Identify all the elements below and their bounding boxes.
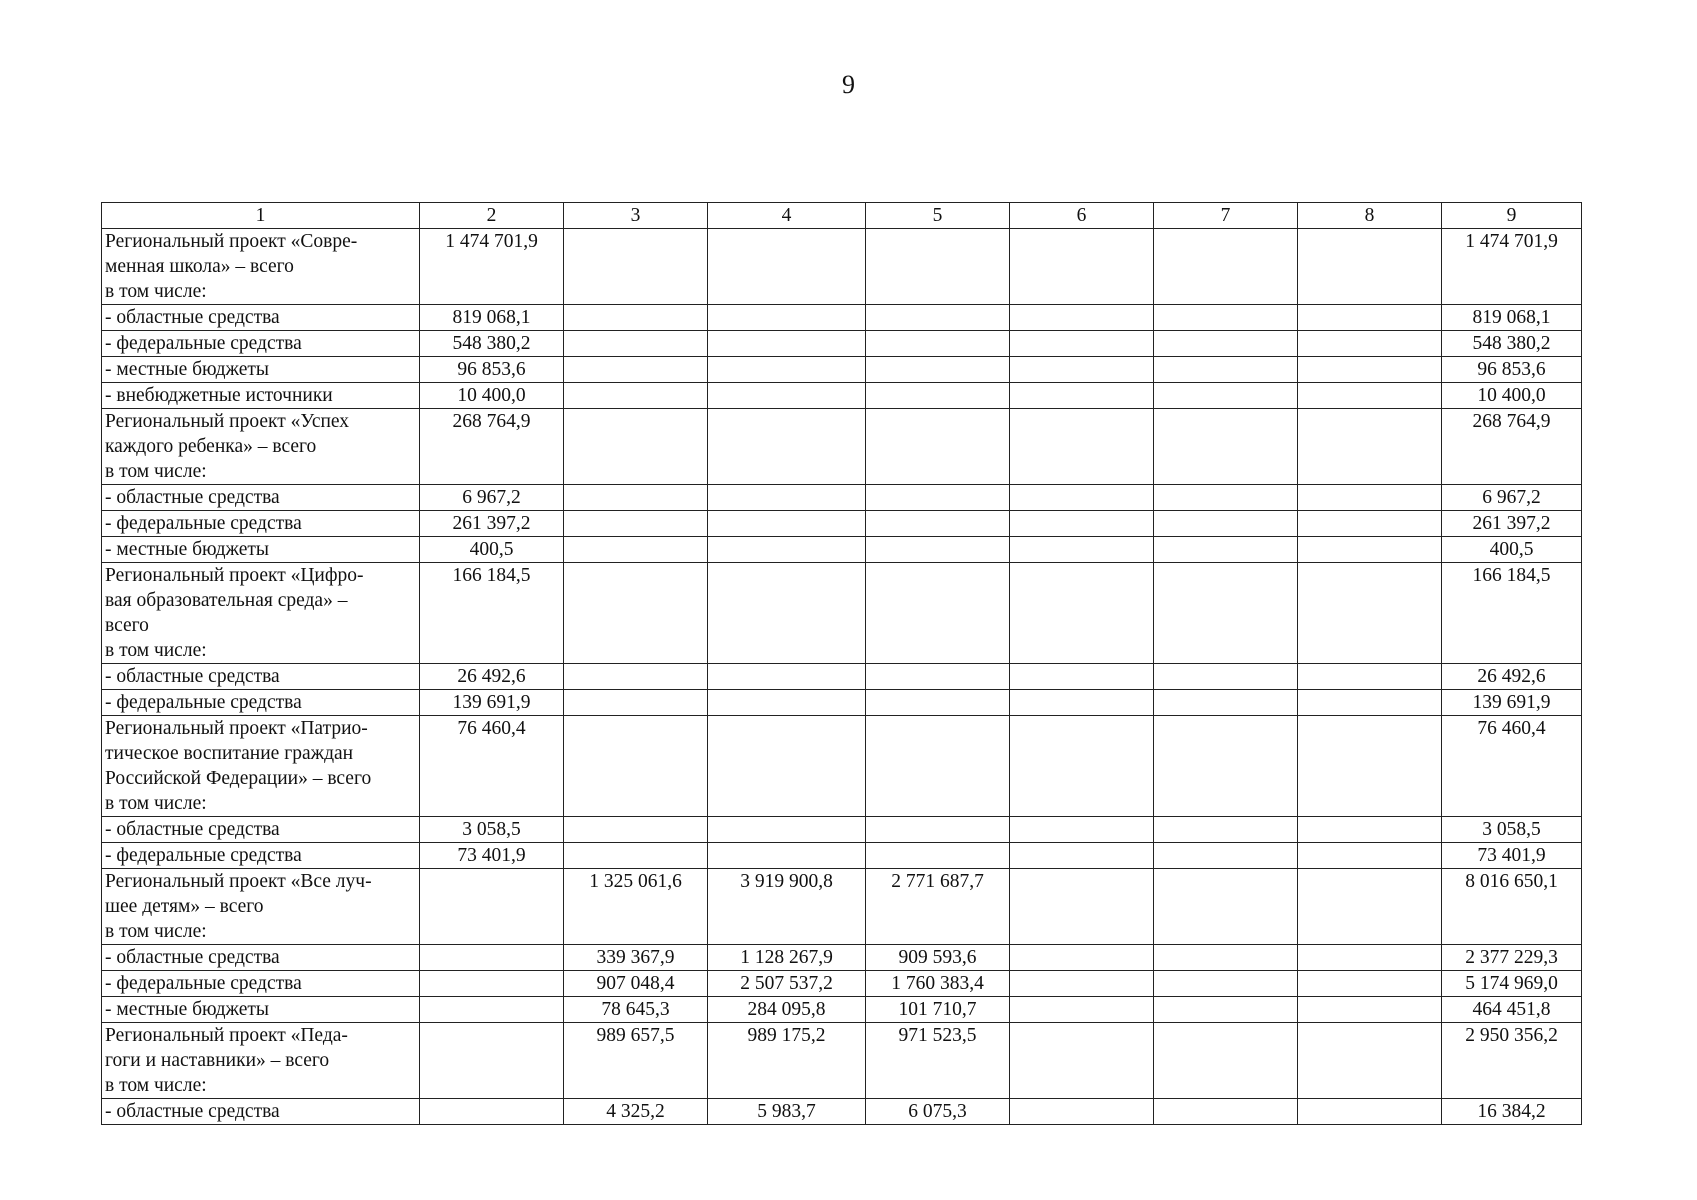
- row-label: [102, 971, 420, 997]
- amount-cell: 139 691,9: [420, 690, 564, 716]
- amount-cell: [1010, 716, 1154, 817]
- amount-cell: 10 400,0: [1442, 383, 1582, 409]
- amount-cell: [564, 357, 708, 383]
- row-label: [102, 331, 420, 357]
- amount-cell: [866, 357, 1010, 383]
- column-header: 9: [1442, 203, 1582, 229]
- amount-cell: 989 657,5: [564, 1023, 708, 1099]
- amount-cell: [866, 537, 1010, 563]
- row-label-line: в том числе:: [105, 1075, 207, 1096]
- amount-cell: 400,5: [420, 537, 564, 563]
- amount-cell: 6 967,2: [420, 485, 564, 511]
- row-label: [102, 229, 420, 305]
- column-header: 8: [1298, 203, 1442, 229]
- amount-cell: [1010, 305, 1154, 331]
- row-label-line: в том числе:: [105, 921, 207, 942]
- amount-cell: [866, 383, 1010, 409]
- amount-cell: [1154, 843, 1298, 869]
- amount-cell: 261 397,2: [420, 511, 564, 537]
- amount-cell: [1154, 485, 1298, 511]
- amount-cell: [708, 383, 866, 409]
- amount-cell: 10 400,0: [420, 383, 564, 409]
- amount-cell: [1154, 229, 1298, 305]
- amount-cell: [1010, 357, 1154, 383]
- project-row: [102, 229, 1582, 305]
- row-label: [102, 357, 420, 383]
- amount-cell: [420, 1099, 564, 1125]
- amount-cell: [1154, 357, 1298, 383]
- amount-cell: [1154, 690, 1298, 716]
- amount-cell: 96 853,6: [420, 357, 564, 383]
- row-label-line: гоги и наставники» – всего: [105, 1050, 330, 1071]
- amount-cell: [1010, 383, 1154, 409]
- project-row: [102, 869, 1582, 945]
- amount-cell: [1154, 1099, 1298, 1125]
- amount-cell: [1010, 690, 1154, 716]
- amount-cell: [1298, 945, 1442, 971]
- amount-cell: [708, 409, 866, 485]
- row-label-line: тическое воспитание граждан: [105, 743, 354, 764]
- amount-cell: [708, 843, 866, 869]
- row-label-line: всего: [105, 615, 149, 636]
- amount-cell: [866, 229, 1010, 305]
- amount-cell: [866, 485, 1010, 511]
- amount-cell: [708, 511, 866, 537]
- amount-cell: [1154, 409, 1298, 485]
- funding-source-row: [102, 997, 1582, 1023]
- amount-cell: [1010, 229, 1154, 305]
- funding-source-row: [102, 690, 1582, 716]
- amount-cell: [420, 1023, 564, 1099]
- row-label-line: каждого ребенка» – всего: [105, 436, 317, 457]
- project-row: [102, 1023, 1582, 1099]
- amount-cell: [1010, 843, 1154, 869]
- row-label-line: - федеральные средства: [105, 845, 302, 866]
- amount-cell: [1010, 945, 1154, 971]
- amount-cell: 16 384,2: [1442, 1099, 1582, 1125]
- amount-cell: [564, 690, 708, 716]
- row-label-line: в том числе:: [105, 461, 207, 482]
- funding-source-row: [102, 485, 1582, 511]
- row-label: [102, 664, 420, 690]
- row-label: [102, 1099, 420, 1125]
- amount-cell: [1154, 1023, 1298, 1099]
- amount-cell: [420, 869, 564, 945]
- amount-cell: 1 760 383,4: [866, 971, 1010, 997]
- amount-cell: 1 474 701,9: [420, 229, 564, 305]
- amount-cell: [1298, 485, 1442, 511]
- amount-cell: [1298, 1023, 1442, 1099]
- column-header: 2: [420, 203, 564, 229]
- row-label-line: - областные средства: [105, 666, 280, 687]
- row-label: [102, 945, 420, 971]
- project-row: [102, 563, 1582, 664]
- row-label: [102, 817, 420, 843]
- amount-cell: [1154, 945, 1298, 971]
- amount-cell: [420, 971, 564, 997]
- amount-cell: [1010, 1099, 1154, 1125]
- funding-source-row: [102, 357, 1582, 383]
- amount-cell: [866, 331, 1010, 357]
- amount-cell: 2 771 687,7: [866, 869, 1010, 945]
- amount-cell: [1298, 511, 1442, 537]
- amount-cell: 166 184,5: [420, 563, 564, 664]
- row-label: [102, 383, 420, 409]
- amount-cell: [1298, 229, 1442, 305]
- amount-cell: 1 128 267,9: [708, 945, 866, 971]
- funding-source-row: [102, 843, 1582, 869]
- row-label-line: в том числе:: [105, 793, 207, 814]
- amount-cell: [1298, 690, 1442, 716]
- amount-cell: 96 853,6: [1442, 357, 1582, 383]
- amount-cell: 268 764,9: [420, 409, 564, 485]
- amount-cell: [1010, 1023, 1154, 1099]
- amount-cell: [1154, 511, 1298, 537]
- row-label-line: шее детям» – всего: [105, 896, 264, 917]
- row-label-line: в том числе:: [105, 281, 207, 302]
- amount-cell: 909 593,6: [866, 945, 1010, 971]
- amount-cell: [1154, 817, 1298, 843]
- column-header: 5: [866, 203, 1010, 229]
- amount-cell: 339 367,9: [564, 945, 708, 971]
- amount-cell: 8 016 650,1: [1442, 869, 1582, 945]
- amount-cell: 5 983,7: [708, 1099, 866, 1125]
- amount-cell: 1 325 061,6: [564, 869, 708, 945]
- amount-cell: [708, 817, 866, 843]
- row-label-line: - местные бюджеты: [105, 359, 270, 380]
- amount-cell: 101 710,7: [866, 997, 1010, 1023]
- amount-cell: [564, 563, 708, 664]
- amount-cell: 3 919 900,8: [708, 869, 866, 945]
- column-header: 3: [564, 203, 708, 229]
- budget-table: [101, 202, 1582, 1125]
- amount-cell: 3 058,5: [420, 817, 564, 843]
- amount-cell: [564, 305, 708, 331]
- project-row: [102, 716, 1582, 817]
- amount-cell: 26 492,6: [1442, 664, 1582, 690]
- amount-cell: 261 397,2: [1442, 511, 1582, 537]
- amount-cell: 76 460,4: [420, 716, 564, 817]
- amount-cell: [866, 409, 1010, 485]
- amount-cell: 26 492,6: [420, 664, 564, 690]
- amount-cell: 73 401,9: [1442, 843, 1582, 869]
- amount-cell: [1298, 357, 1442, 383]
- amount-cell: 73 401,9: [420, 843, 564, 869]
- amount-cell: 1 474 701,9: [1442, 229, 1582, 305]
- amount-cell: [1298, 664, 1442, 690]
- amount-cell: [708, 229, 866, 305]
- amount-cell: 819 068,1: [420, 305, 564, 331]
- amount-cell: [708, 485, 866, 511]
- amount-cell: [1298, 1099, 1442, 1125]
- amount-cell: [564, 511, 708, 537]
- amount-cell: 166 184,5: [1442, 563, 1582, 664]
- amount-cell: [1010, 664, 1154, 690]
- amount-cell: [1154, 383, 1298, 409]
- row-label-line: вая образовательная среда» –: [105, 590, 348, 611]
- amount-cell: 548 380,2: [1442, 331, 1582, 357]
- column-header: 7: [1154, 203, 1298, 229]
- amount-cell: [1298, 843, 1442, 869]
- table-header-row: [102, 203, 1582, 229]
- amount-cell: [708, 357, 866, 383]
- amount-cell: [866, 305, 1010, 331]
- amount-cell: [1154, 563, 1298, 664]
- amount-cell: [1010, 971, 1154, 997]
- amount-cell: [1154, 997, 1298, 1023]
- amount-cell: [564, 383, 708, 409]
- amount-cell: 2 507 537,2: [708, 971, 866, 997]
- row-label: [102, 1023, 420, 1099]
- row-label-line: в том числе:: [105, 640, 207, 661]
- row-label-line: - федеральные средства: [105, 973, 302, 994]
- amount-cell: [1298, 716, 1442, 817]
- amount-cell: 3 058,5: [1442, 817, 1582, 843]
- row-label: [102, 997, 420, 1023]
- row-label-line: - федеральные средства: [105, 513, 302, 534]
- amount-cell: [866, 843, 1010, 869]
- amount-cell: [1154, 537, 1298, 563]
- row-label-line: Российской Федерации» – всего: [105, 768, 372, 789]
- row-label-line: - областные средства: [105, 1101, 280, 1122]
- amount-cell: [1298, 383, 1442, 409]
- amount-cell: [564, 843, 708, 869]
- amount-cell: [1010, 511, 1154, 537]
- amount-cell: [564, 409, 708, 485]
- row-label: [102, 563, 420, 664]
- amount-cell: [1010, 331, 1154, 357]
- page-number: 9: [842, 70, 855, 99]
- amount-cell: 907 048,4: [564, 971, 708, 997]
- amount-cell: [420, 945, 564, 971]
- amount-cell: 819 068,1: [1442, 305, 1582, 331]
- amount-cell: [1010, 409, 1154, 485]
- amount-cell: [866, 690, 1010, 716]
- amount-cell: 464 451,8: [1442, 997, 1582, 1023]
- funding-source-row: [102, 817, 1582, 843]
- row-label: [102, 716, 420, 817]
- row-label: [102, 511, 420, 537]
- column-header: 6: [1010, 203, 1154, 229]
- row-label-line: - областные средства: [105, 307, 280, 328]
- row-label-line: Региональный проект «Успех: [105, 411, 350, 432]
- row-label-line: - федеральные средства: [105, 692, 302, 713]
- amount-cell: 139 691,9: [1442, 690, 1582, 716]
- row-label-line: - местные бюджеты: [105, 999, 270, 1020]
- amount-cell: [1298, 817, 1442, 843]
- amount-cell: [1298, 997, 1442, 1023]
- row-label-line: - федеральные средства: [105, 333, 302, 354]
- amount-cell: [1154, 331, 1298, 357]
- amount-cell: 284 095,8: [708, 997, 866, 1023]
- amount-cell: [1010, 563, 1154, 664]
- column-header: 4: [708, 203, 866, 229]
- amount-cell: [564, 331, 708, 357]
- amount-cell: [708, 563, 866, 664]
- funding-source-row: [102, 971, 1582, 997]
- row-label-line: Региональный проект «Все луч-: [105, 871, 372, 892]
- amount-cell: [1298, 869, 1442, 945]
- amount-cell: 4 325,2: [564, 1099, 708, 1125]
- row-label: [102, 843, 420, 869]
- amount-cell: 548 380,2: [420, 331, 564, 357]
- amount-cell: [708, 664, 866, 690]
- amount-cell: [564, 485, 708, 511]
- amount-cell: 78 645,3: [564, 997, 708, 1023]
- amount-cell: [866, 716, 1010, 817]
- amount-cell: 6 967,2: [1442, 485, 1582, 511]
- amount-cell: 76 460,4: [1442, 716, 1582, 817]
- row-label-line: - внебюджетные источники: [105, 385, 333, 406]
- row-label-line: менная школа» – всего: [105, 256, 294, 277]
- row-label-line: - областные средства: [105, 487, 280, 508]
- amount-cell: [1010, 997, 1154, 1023]
- amount-cell: [1154, 664, 1298, 690]
- amount-cell: 2 377 229,3: [1442, 945, 1582, 971]
- funding-source-row: [102, 511, 1582, 537]
- table-body: [102, 229, 1582, 1125]
- amount-cell: 2 950 356,2: [1442, 1023, 1582, 1099]
- funding-source-row: [102, 383, 1582, 409]
- row-label: [102, 409, 420, 485]
- amount-cell: [1298, 409, 1442, 485]
- amount-cell: [866, 563, 1010, 664]
- amount-cell: [1154, 716, 1298, 817]
- amount-cell: [708, 331, 866, 357]
- row-label-line: Региональный проект «Совре-: [105, 231, 358, 252]
- amount-cell: 971 523,5: [866, 1023, 1010, 1099]
- amount-cell: [866, 817, 1010, 843]
- amount-cell: 268 764,9: [1442, 409, 1582, 485]
- row-label-line: Региональный проект «Патрио-: [105, 718, 368, 739]
- row-label-line: - областные средства: [105, 947, 280, 968]
- row-label-line: - областные средства: [105, 819, 280, 840]
- amount-cell: [708, 690, 866, 716]
- amount-cell: 6 075,3: [866, 1099, 1010, 1125]
- row-label: [102, 869, 420, 945]
- amount-cell: [866, 511, 1010, 537]
- funding-source-row: [102, 331, 1582, 357]
- amount-cell: [1154, 971, 1298, 997]
- amount-cell: [564, 537, 708, 563]
- amount-cell: [1154, 869, 1298, 945]
- project-row: [102, 409, 1582, 485]
- amount-cell: [1010, 869, 1154, 945]
- amount-cell: [1298, 563, 1442, 664]
- row-label-line: Региональный проект «Педа-: [105, 1025, 348, 1046]
- amount-cell: [1298, 537, 1442, 563]
- row-label: [102, 485, 420, 511]
- row-label: [102, 690, 420, 716]
- amount-cell: [1010, 485, 1154, 511]
- funding-source-row: [102, 305, 1582, 331]
- amount-cell: 989 175,2: [708, 1023, 866, 1099]
- amount-cell: [1010, 817, 1154, 843]
- row-label: [102, 305, 420, 331]
- amount-cell: 400,5: [1442, 537, 1582, 563]
- amount-cell: [708, 305, 866, 331]
- funding-source-row: [102, 664, 1582, 690]
- column-header: 1: [102, 203, 420, 229]
- amount-cell: [564, 229, 708, 305]
- funding-source-row: [102, 537, 1582, 563]
- amount-cell: [564, 817, 708, 843]
- row-label: [102, 537, 420, 563]
- amount-cell: [564, 664, 708, 690]
- amount-cell: 5 174 969,0: [1442, 971, 1582, 997]
- amount-cell: [1298, 305, 1442, 331]
- amount-cell: [1298, 971, 1442, 997]
- amount-cell: [1154, 305, 1298, 331]
- amount-cell: [708, 716, 866, 817]
- amount-cell: [1010, 537, 1154, 563]
- row-label-line: - местные бюджеты: [105, 539, 270, 560]
- row-label-line: Региональный проект «Цифро-: [105, 565, 364, 586]
- amount-cell: [708, 537, 866, 563]
- amount-cell: [1298, 331, 1442, 357]
- amount-cell: [866, 664, 1010, 690]
- amount-cell: [564, 716, 708, 817]
- amount-cell: [420, 997, 564, 1023]
- funding-source-row: [102, 1099, 1582, 1125]
- funding-source-row: [102, 945, 1582, 971]
